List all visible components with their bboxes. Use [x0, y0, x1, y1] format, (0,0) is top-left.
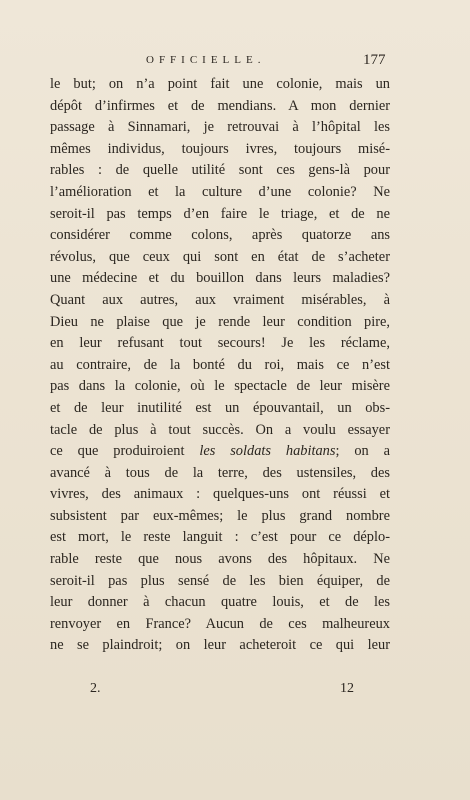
text-line: vivres, des animaux : quelques-uns ont réussi et: [50, 486, 390, 503]
signature-mark: 2.: [90, 681, 101, 696]
text-line-head: ce que produiroient: [50, 443, 185, 460]
text-line: dépôt d’infirmes et de mendians. A mon dernier: [50, 97, 390, 114]
running-title: OFFICIELLE.: [146, 54, 266, 66]
running-head: [0, 52, 470, 72]
text-line: une médecine et du bouillon dans leurs maladies?: [50, 270, 390, 287]
text-line: en leur refusant tout secours! Je les réclame,: [50, 335, 390, 352]
text-line: mêmes individus, toujours ivres, toujours misé-: [50, 140, 390, 157]
text-line: renvoyer en France? Aucun de ces malheureux: [50, 615, 390, 632]
text-line: considérer comme colons, après quatorze ans: [50, 227, 390, 244]
body-text: [50, 74, 390, 657]
text-line-with-italic: [50, 441, 390, 463]
italic-phrase: les soldats habitans: [199, 443, 336, 460]
text-line: seroit-il pas plus sensé de les bien équiper, de: [50, 572, 390, 589]
page-number: 177: [363, 52, 386, 68]
text-line: seroit-il pas temps d’en faire le triage, et de ne: [50, 205, 390, 222]
text-line: le but; on n’a point fait une colonie, mais un: [50, 76, 390, 92]
text-line: l’amélioration et la culture d’une colonie? Ne: [50, 183, 390, 200]
text-line: et de leur inutilité est un épouvantail, un obs-: [50, 399, 390, 416]
text-line: Quant aux autres, aux vraiment misérables, à: [50, 291, 390, 308]
text-line: pas dans la colonie, où le spectacle de leur misère: [50, 378, 390, 395]
text-line: est mort, le reste languit : c’est pour ce déplo-: [50, 529, 390, 546]
text-line: passage à Sinnamari, je retrouvai à l’hôpital les: [50, 119, 390, 136]
text-line: rables : de quelle utilité sont ces gens-là pour: [50, 162, 390, 179]
text-line: rable reste que nous avons des hôpitaux. Ne: [50, 551, 390, 568]
text-line: au contraire, de la bonté du roi, mais ce n’est: [50, 356, 390, 373]
text-line: avancé à tous de la terre, des ustensiles, des: [50, 464, 390, 481]
gathering-number: 12: [340, 681, 354, 696]
text-line-tail: ; on a: [335, 443, 390, 460]
text-line: ne se plaindroit; on leur acheteroit ce qui leur: [50, 637, 390, 654]
text-line: révolus, que ceux qui sont en état de s’acheter: [50, 248, 390, 265]
text-line: Dieu ne plaise que je rende leur condition pire,: [50, 313, 390, 330]
text-line: subsistent par eux-mêmes; le plus grand nombre: [50, 507, 390, 524]
text-line: tacle de plus à tout succès. On a voulu essayer: [50, 421, 390, 438]
page-footer: [0, 681, 470, 701]
text-line: leur donner à chacun quatre louis, et de les: [50, 594, 390, 611]
